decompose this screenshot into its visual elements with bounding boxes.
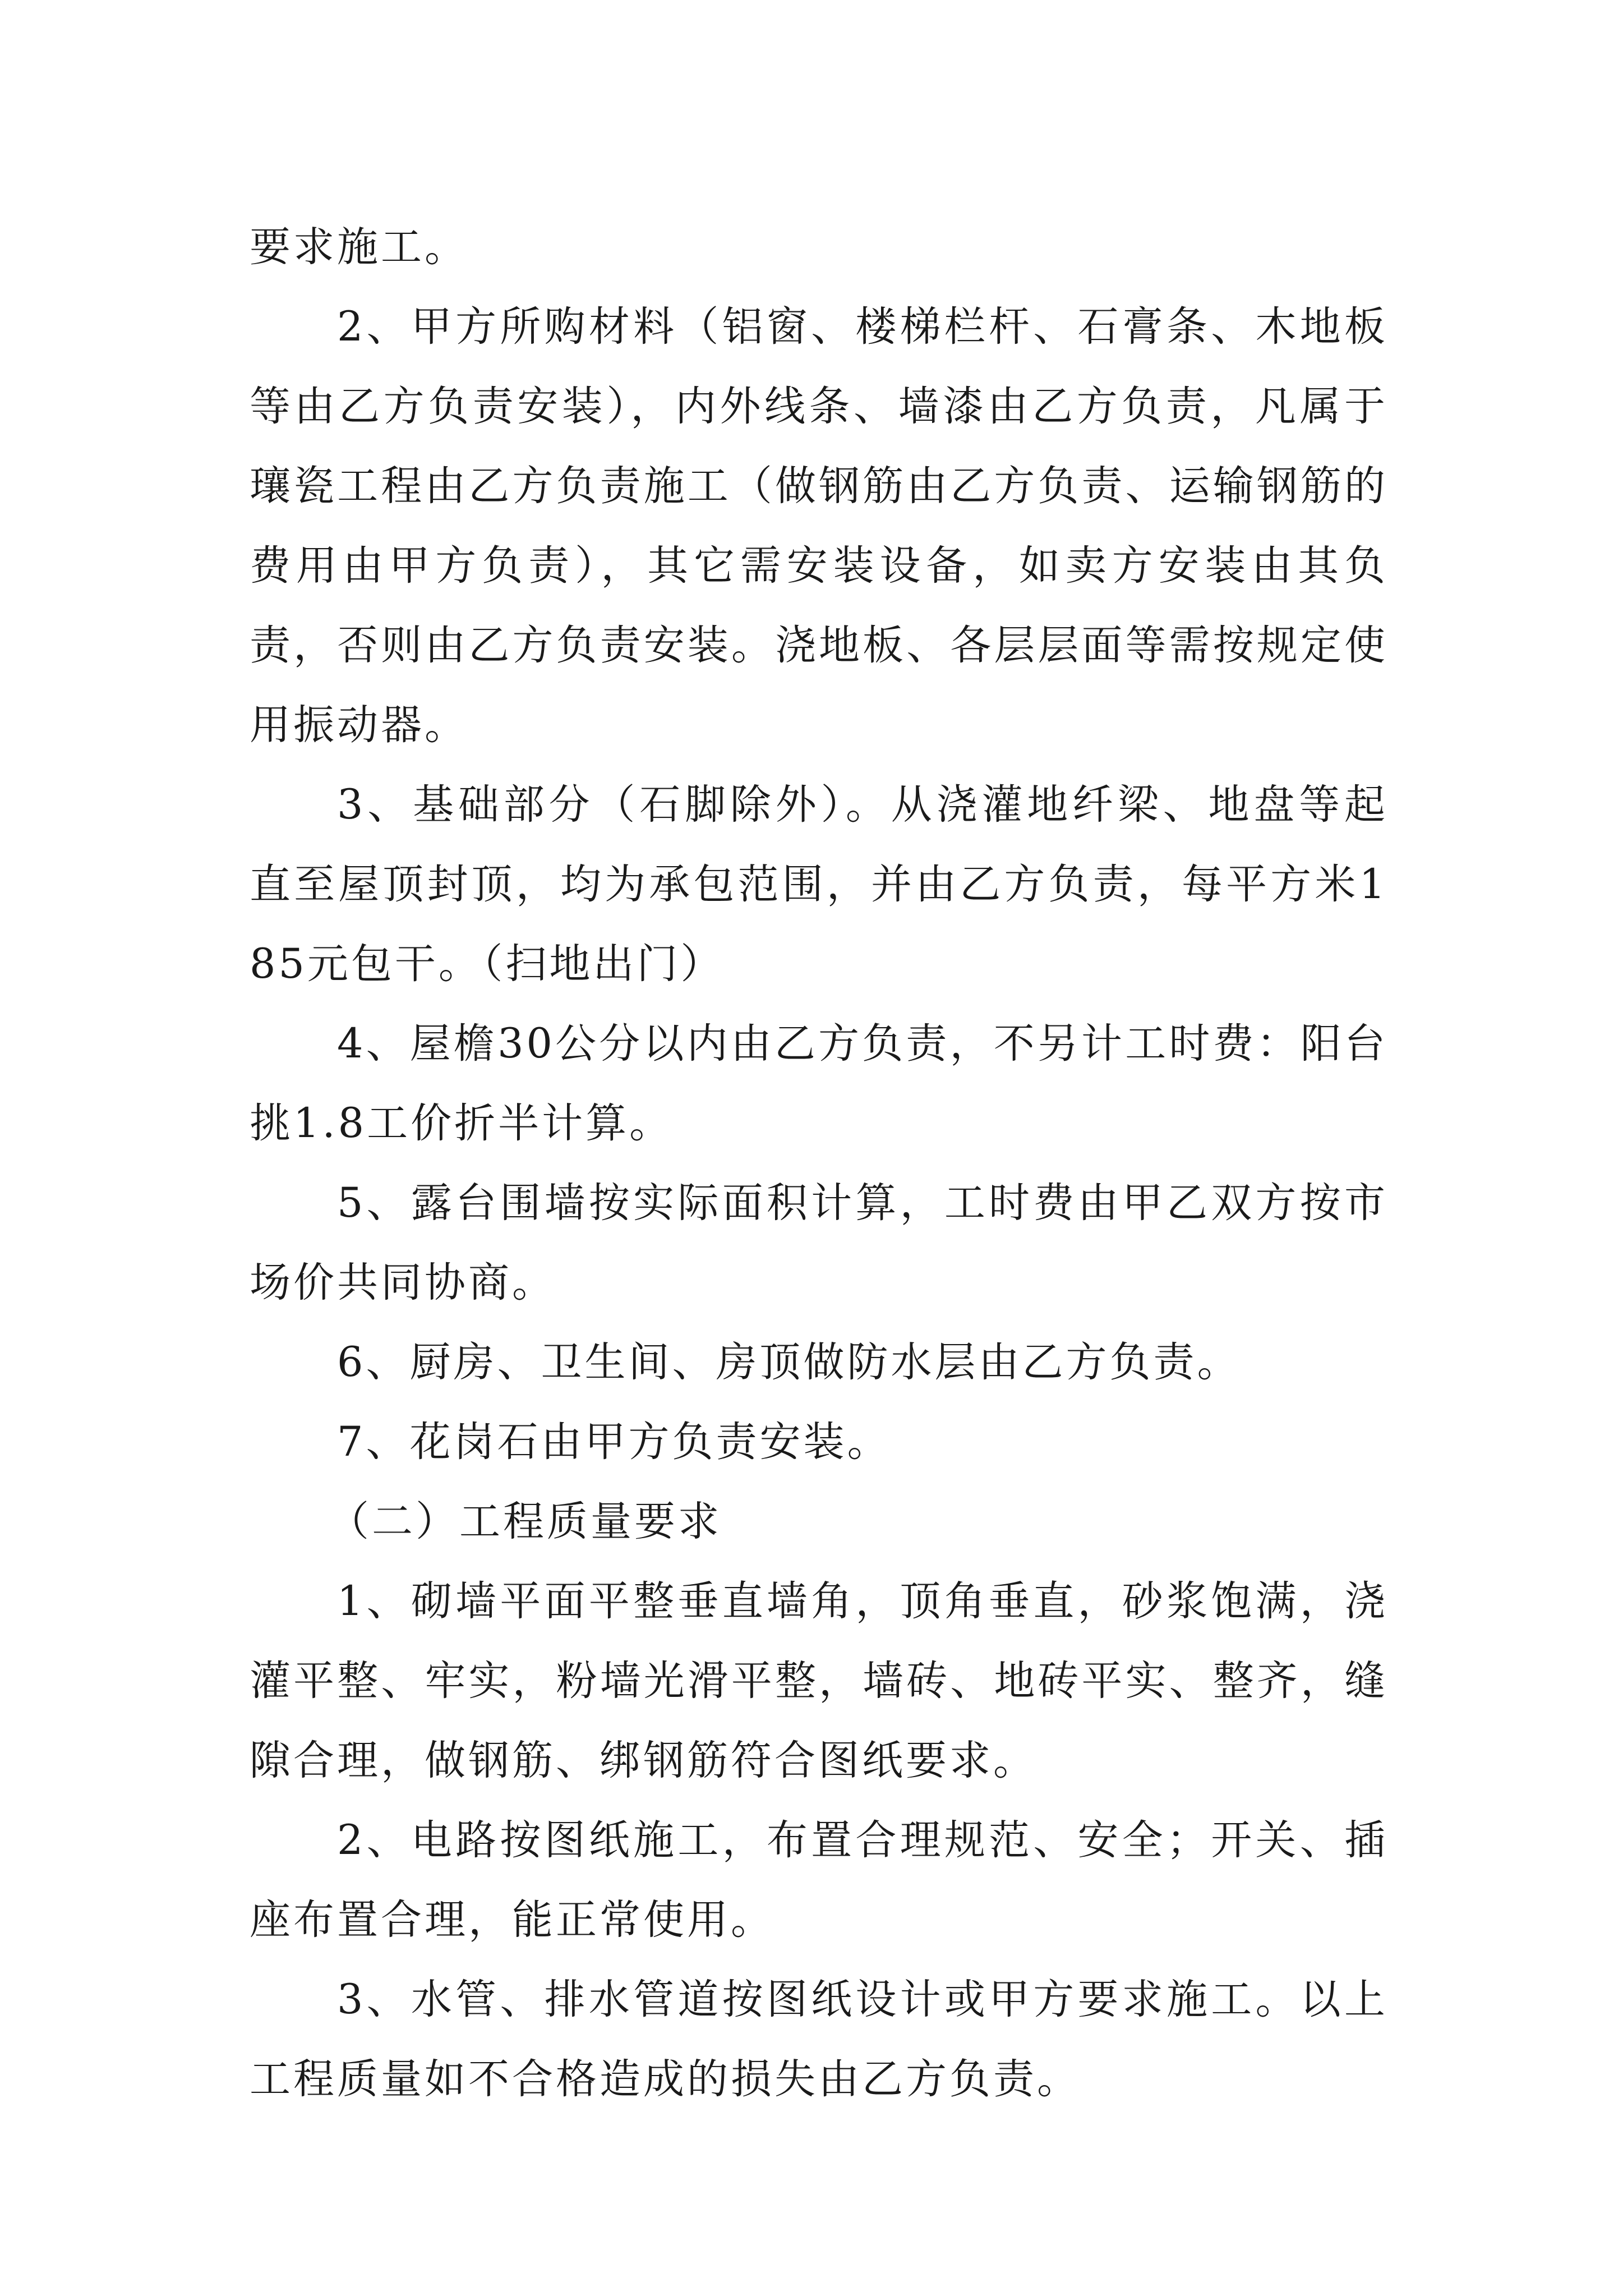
clause-2-materials: 2、甲方所购材料（铝窗、楼梯栏杆、石膏条、木地板等由乙方负责安装），内外线条、墙漆由乙方负责，凡属于瓖瓷工程由乙方负责施工（做钢筋由乙方负责、运输钢筋的费用由甲方负责），其它需安装设备，如卖方安装由其负责，否则由乙方负责安装。浇地板、各层层面等需按规定使用振动器。 [250,303,1388,749]
document-body [250,208,1388,2119]
clause-7-granite: 7、花岗石由甲方负责安装。 [337,1418,891,1466]
quality-clause-1-masonry: 1、砌墙平面平整垂直墙角，顶角垂直，砂浆饱满，浇灌平整、牢实，粉墙光滑平整，墙砖、地砖平实、整齐，缝隙合理，做钢筋、绑钢筋符合图纸要求。 [250,1577,1388,1784]
clause-6-waterproofing: 6、厨房、卫生间、房顶做防水层由乙方负责。 [337,1338,1241,1386]
paragraph-continuation: 要求施工。 [250,223,468,271]
clause-3-foundation: 3、基础部分（石脚除外）。从浇灌地纤梁、地盘等起直至屋顶封顶，均为承包范围，并由乙方负责，每平方米185元包干。（扫地出门） [250,781,1388,988]
section-heading-quality: （二）工程质量要求 [328,1498,722,1545]
quality-clause-2-electrical: 2、电路按图纸施工，布置合理规范、安全；开关、插座布置合理，能正常使用。 [250,1816,1388,1944]
quality-clause-3-plumbing: 3、水管、排水管道按图纸设计或甲方要求施工。以上工程质量如不合格造成的损失由乙方负责。 [250,1976,1388,2103]
clause-4-eaves: 4、屋檐30公分以内由乙方负责，不另计工时费：阳台挑1.8工价折半计算。 [250,1020,1388,1147]
clause-5-terrace-wall: 5、露台围墙按实际面积计算，工时费由甲乙双方按市场价共同协商。 [250,1179,1388,1306]
